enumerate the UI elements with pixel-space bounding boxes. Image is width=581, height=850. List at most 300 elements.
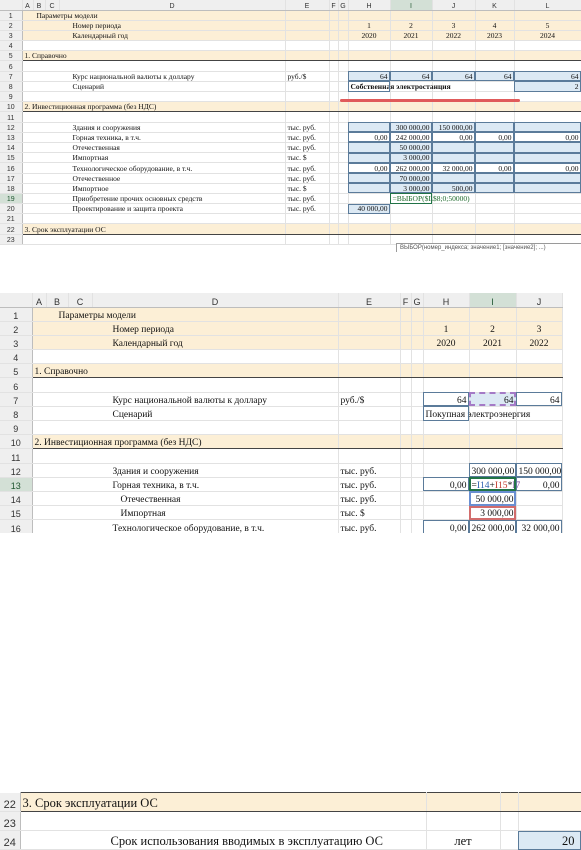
cell-f[interactable] [329,10,338,20]
cell-g[interactable] [338,102,348,112]
cell-i5[interactable] [469,364,516,378]
row-header[interactable]: 8 [0,406,32,420]
row-header[interactable]: 3 [0,335,32,349]
row-header[interactable]: 15 [0,506,32,520]
cell-k12[interactable] [475,122,514,132]
cell-h13[interactable]: 0,00 [348,132,390,142]
cell-g[interactable] [411,307,423,321]
cell-h16[interactable]: 0,00 [348,163,390,173]
column-header-j[interactable]: J [516,293,562,307]
column-header-b[interactable]: B [46,293,68,307]
cell-i7[interactable]: 64 [390,71,432,81]
row-header[interactable]: 2 [0,321,32,335]
row-header[interactable]: 19 [0,193,22,203]
cell-g[interactable] [411,406,423,420]
row-header[interactable]: 4 [0,350,32,364]
column-header-i[interactable]: I [390,0,432,10]
cell-value[interactable] [518,793,581,812]
row-header[interactable]: 11 [0,449,32,463]
row-header[interactable]: 7 [0,392,32,406]
cell-j2[interactable]: 3 [432,20,475,30]
cell-i2[interactable]: 2 [469,321,516,335]
cell-k19[interactable] [475,193,514,203]
cell-i1[interactable] [390,10,432,20]
cell-h4[interactable] [423,350,469,364]
cell-g[interactable] [411,421,423,435]
row-header[interactable]: 12 [0,463,32,477]
cell-f[interactable] [400,463,411,477]
cell-j1[interactable] [432,10,475,20]
cell-f[interactable] [329,61,338,71]
cell-k22[interactable] [475,224,514,234]
row-header[interactable]: 22 [0,224,22,234]
column-header-a[interactable]: A [32,293,46,307]
row-header[interactable]: 13 [0,132,22,142]
cell-l1[interactable] [514,10,581,20]
column-header-b[interactable]: B [33,0,45,10]
cell-h19[interactable] [348,193,390,203]
cell-f[interactable] [329,112,338,122]
cell-j7[interactable]: 64 [516,392,562,406]
row-header[interactable]: 23 [0,234,22,244]
cell-j9[interactable] [516,421,562,435]
column-header-corner[interactable] [0,0,22,10]
cell-i22[interactable] [390,224,432,234]
cell-h10[interactable] [423,435,469,449]
column-header-h[interactable]: H [423,293,469,307]
cell-g[interactable] [338,30,348,40]
row-header[interactable]: 12 [0,122,22,132]
cell-g[interactable] [411,350,423,364]
cell-j4[interactable] [516,350,562,364]
cell-i10[interactable] [390,102,432,112]
cell-h12[interactable] [423,463,469,477]
row-header[interactable]: 6 [0,61,22,71]
cell-g[interactable] [338,183,348,193]
cell-l22[interactable] [514,224,581,234]
column-header-f[interactable]: F [329,0,338,10]
cell-k13[interactable]: 0,00 [475,132,514,142]
cell-j11[interactable] [516,449,562,463]
cell-f[interactable] [329,81,338,91]
cell-i14[interactable]: 50 000,00 [390,142,432,152]
cell-f[interactable] [329,51,338,61]
cell-h1[interactable] [348,10,390,20]
cell-k2[interactable]: 4 [475,20,514,30]
cell-h14[interactable] [423,491,469,505]
cell-k1[interactable] [475,10,514,20]
cell-g[interactable] [411,477,423,491]
row-header[interactable]: 16 [0,520,32,533]
column-header-l[interactable]: L [514,0,581,10]
row-header[interactable]: 20 [0,204,22,214]
cell-j15[interactable] [516,506,562,520]
cell-i11[interactable] [390,112,432,122]
cell-j18[interactable]: 500,00 [432,183,475,193]
cell-h15[interactable] [348,153,390,163]
cell-i16[interactable]: 262 000,00 [469,520,516,533]
cell-g[interactable] [411,435,423,449]
cell-i11[interactable] [469,449,516,463]
cell-h21[interactable] [348,214,390,224]
row-header[interactable]: 21 [0,214,22,224]
cell-f[interactable] [329,132,338,142]
cell-j5[interactable] [516,364,562,378]
cell-l17[interactable] [514,173,581,183]
cell-h11[interactable] [423,449,469,463]
cell-h7[interactable]: 64 [423,392,469,406]
cell-h8[interactable]: Собственная электростанция [348,81,390,91]
cell-l5[interactable] [514,51,581,61]
cell-j10[interactable] [432,102,475,112]
row-header[interactable]: 9 [0,92,22,102]
cell-g[interactable] [338,10,348,20]
column-header-h[interactable]: H [348,0,390,10]
cell-f[interactable] [329,153,338,163]
row-header[interactable]: 9 [0,421,32,435]
cell-f[interactable] [329,234,338,244]
cell-h12[interactable] [348,122,390,132]
cell-f[interactable] [329,142,338,152]
cell-f[interactable] [400,491,411,505]
cell-k5[interactable] [475,51,514,61]
cell-f[interactable] [400,335,411,349]
cell-f[interactable] [400,477,411,491]
cell-g[interactable] [411,520,423,533]
cell-f[interactable] [329,20,338,30]
cell-l14[interactable] [514,142,581,152]
cell-j5[interactable] [432,51,475,61]
cell-g[interactable] [338,214,348,224]
cell-k6[interactable] [475,61,514,71]
cell-i17[interactable]: 70 000,00 [390,173,432,183]
cell-k20[interactable] [475,204,514,214]
cell-i10[interactable] [469,435,516,449]
row-header[interactable]: 14 [0,142,22,152]
cell-l6[interactable] [514,61,581,71]
cell-h8[interactable]: Покупная электроэнергия [423,406,469,420]
row-header[interactable]: 14 [0,491,32,505]
cell-g[interactable] [411,335,423,349]
cell-i1[interactable] [469,307,516,321]
cell-l12[interactable] [514,122,581,132]
row-header[interactable]: 3 [0,30,22,40]
row-header[interactable]: 10 [0,102,22,112]
cell-j11[interactable] [432,112,475,122]
column-header-j[interactable]: J [432,0,475,10]
row-header[interactable]: 1 [0,10,22,20]
cell-h1[interactable] [423,307,469,321]
cell-f[interactable] [400,350,411,364]
cell-i13[interactable]: 242 000,00 [390,132,432,142]
cell-j21[interactable] [432,214,475,224]
cell-l8[interactable]: 2 [514,81,581,91]
cell-j19[interactable] [432,193,475,203]
cell-i5[interactable] [390,51,432,61]
cell-g[interactable] [411,491,423,505]
cell-j3[interactable]: 2022 [516,335,562,349]
cell-h4[interactable] [348,41,390,51]
cell-h2[interactable]: 1 [423,321,469,335]
column-header-g[interactable]: G [338,0,348,10]
cell-k18[interactable] [475,183,514,193]
cell-k17[interactable] [475,173,514,183]
cell-l3[interactable]: 2024 [514,30,581,40]
column-header-e[interactable]: E [338,293,400,307]
row-header[interactable]: 5 [0,51,22,61]
cell-j1[interactable] [516,307,562,321]
cell-k8[interactable] [475,81,514,91]
column-header-e[interactable]: E [285,0,329,10]
cell-value[interactable]: 20 [518,831,581,850]
cell-g[interactable] [338,132,348,142]
cell-k7[interactable]: 64 [475,71,514,81]
cell-j6[interactable] [432,61,475,71]
row-header[interactable]: 6 [0,378,32,392]
cell-h16[interactable]: 0,00 [423,520,469,533]
cell-i8[interactable] [390,81,432,91]
cell-g[interactable] [411,378,423,392]
cell-i6[interactable] [469,378,516,392]
cell-i3[interactable]: 2021 [390,30,432,40]
cell-i13[interactable] [469,477,521,491]
row-header[interactable]: 5 [0,364,32,378]
cell-f[interactable] [400,435,411,449]
cell-spacer[interactable] [500,831,518,850]
cell-i6[interactable] [390,61,432,71]
row-header[interactable]: 23 [0,812,20,831]
row-header[interactable]: 17 [0,173,22,183]
cell-g[interactable] [411,463,423,477]
cell-g[interactable] [338,142,348,152]
cell-f[interactable] [329,204,338,214]
cell-f[interactable] [329,163,338,173]
cell-f[interactable] [400,307,411,321]
cell-f[interactable] [329,214,338,224]
cell-f[interactable] [329,224,338,234]
row-header[interactable]: 16 [0,163,22,173]
cell-f[interactable] [400,506,411,520]
cell-k15[interactable] [475,153,514,163]
cell-k21[interactable] [475,214,514,224]
row-header[interactable]: 4 [0,41,22,51]
cell-i19[interactable]: =ВЫБОР($L$8;0;50000) [390,193,432,203]
cell-g[interactable] [338,112,348,122]
cell-f[interactable] [329,71,338,81]
column-header-i[interactable]: I [469,293,516,307]
cell-l21[interactable] [514,214,581,224]
cell-k10[interactable] [475,102,514,112]
cell-k16[interactable]: 0,00 [475,163,514,173]
cell-i9[interactable] [469,421,516,435]
cell-value[interactable] [518,812,581,831]
cell-l16[interactable]: 0,00 [514,163,581,173]
cell-g[interactable] [338,20,348,30]
cell-j14[interactable] [432,142,475,152]
row-header[interactable]: 8 [0,81,22,91]
row-header[interactable]: 1 [0,307,32,321]
column-header-f[interactable]: F [400,293,411,307]
cell-g[interactable] [411,364,423,378]
cell-j13[interactable]: 0,00 [432,132,475,142]
cell-i15[interactable]: 3 000,00 [390,153,432,163]
cell-j16[interactable]: 32 000,00 [516,520,562,533]
cell-l4[interactable] [514,41,581,51]
cell-j20[interactable] [432,204,475,214]
cell-l15[interactable] [514,153,581,163]
cell-h2[interactable]: 1 [348,20,390,30]
column-header-a[interactable]: A [22,0,33,10]
cell-h3[interactable]: 2020 [423,335,469,349]
row-header[interactable]: 22 [0,793,20,812]
cell-h22[interactable] [348,224,390,234]
row-header[interactable]: 10 [0,435,32,449]
cell-k11[interactable] [475,112,514,122]
cell-i7[interactable]: 64 [469,392,516,406]
cell-i18[interactable]: 3 000,00 [390,183,432,193]
cell-j4[interactable] [432,41,475,51]
cell-j15[interactable] [432,153,475,163]
cell-l11[interactable] [514,112,581,122]
column-header-corner[interactable] [0,293,32,307]
cell-j16[interactable]: 32 000,00 [432,163,475,173]
cell-j12[interactable]: 150 000,00 [516,463,562,477]
cell-h23[interactable] [348,234,390,244]
cell-j8[interactable] [432,81,475,91]
row-header[interactable]: 18 [0,183,22,193]
cell-f[interactable] [329,122,338,132]
cell-l9[interactable] [514,92,581,102]
cell-j7[interactable]: 64 [432,71,475,81]
cell-i14[interactable]: 50 000,00 [469,491,516,505]
cell-g[interactable] [338,173,348,183]
cell-f[interactable] [400,364,411,378]
cell-j13[interactable]: 0,00 [516,477,562,491]
column-header-d[interactable]: D [59,0,285,10]
cell-k3[interactable]: 2023 [475,30,514,40]
cell-l2[interactable]: 5 [514,20,581,30]
cell-j17[interactable] [432,173,475,183]
row-header[interactable]: 13 [0,477,32,491]
cell-i15[interactable]: 3 000,00 [469,506,516,520]
cell-f[interactable] [329,183,338,193]
cell-h18[interactable] [348,183,390,193]
cell-l19[interactable] [514,193,581,203]
cell-g[interactable] [338,153,348,163]
cell-f[interactable] [329,193,338,203]
cell-i3[interactable]: 2021 [469,335,516,349]
cell-l20[interactable] [514,204,581,214]
cell-g[interactable] [338,41,348,51]
cell-f[interactable] [400,321,411,335]
row-header[interactable]: 2 [0,20,22,30]
cell-g[interactable] [338,71,348,81]
cell-f[interactable] [329,102,338,112]
cell-h7[interactable]: 64 [348,71,390,81]
cell-j10[interactable] [516,435,562,449]
cell-l7[interactable]: 64 [514,71,581,81]
cell-g[interactable] [338,61,348,71]
cell-f[interactable] [329,41,338,51]
row-header[interactable]: 15 [0,153,22,163]
cell-h17[interactable] [348,173,390,183]
cell-i8[interactable] [469,406,516,420]
cell-l18[interactable] [514,183,581,193]
row-header[interactable]: 24 [0,831,20,850]
cell-h20[interactable]: 40 000,00 [348,204,390,214]
cell-f[interactable] [400,421,411,435]
cell-i12[interactable]: 300 000,00 [390,122,432,132]
cell-g[interactable] [338,234,348,244]
cell-f[interactable] [400,392,411,406]
cell-h10[interactable] [348,102,390,112]
cell-g[interactable] [411,449,423,463]
cell-j3[interactable]: 2022 [432,30,475,40]
cell-i16[interactable]: 262 000,00 [390,163,432,173]
cell-h6[interactable] [348,61,390,71]
column-header-d[interactable]: D [92,293,338,307]
cell-j2[interactable]: 3 [516,321,562,335]
cell-f[interactable] [329,30,338,40]
cell-g[interactable] [411,506,423,520]
cell-k14[interactable] [475,142,514,152]
cell-h3[interactable]: 2020 [348,30,390,40]
column-header-g[interactable]: G [411,293,423,307]
cell-j6[interactable] [516,378,562,392]
cell-i2[interactable]: 2 [390,20,432,30]
cell-f[interactable] [400,406,411,420]
cell-f[interactable] [329,92,338,102]
cell-f[interactable] [400,520,411,533]
cell-g[interactable] [338,224,348,234]
cell-h14[interactable] [348,142,390,152]
cell-j8[interactable] [516,406,562,420]
cell-h5[interactable] [348,51,390,61]
cell-g[interactable] [411,321,423,335]
cell-g[interactable] [338,122,348,132]
cell-g[interactable] [338,204,348,214]
cell-g[interactable] [338,51,348,61]
cell-k4[interactable] [475,41,514,51]
cell-f[interactable] [400,378,411,392]
cell-i21[interactable] [390,214,432,224]
cell-g[interactable] [411,392,423,406]
cell-h11[interactable] [348,112,390,122]
cell-i4[interactable] [390,41,432,51]
cell-h9[interactable] [423,421,469,435]
cell-g[interactable] [338,81,348,91]
cell-i20[interactable] [390,204,432,214]
cell-h6[interactable] [423,378,469,392]
cell-l13[interactable]: 0,00 [514,132,581,142]
cell-spacer[interactable] [500,793,518,812]
cell-j12[interactable]: 150 000,00 [432,122,475,132]
cell-l10[interactable] [514,102,581,112]
column-header-c[interactable]: C [68,293,92,307]
cell-i4[interactable] [469,350,516,364]
cell-i12[interactable]: 300 000,00 [469,463,516,477]
cell-f[interactable] [329,173,338,183]
row-header[interactable]: 7 [0,71,22,81]
cell-j22[interactable] [432,224,475,234]
cell-f[interactable] [400,449,411,463]
cell-h15[interactable] [423,506,469,520]
cell-spacer[interactable] [500,812,518,831]
cell-g[interactable] [338,193,348,203]
cell-j14[interactable] [516,491,562,505]
cell-g[interactable] [338,163,348,173]
column-header-k[interactable]: K [475,0,514,10]
